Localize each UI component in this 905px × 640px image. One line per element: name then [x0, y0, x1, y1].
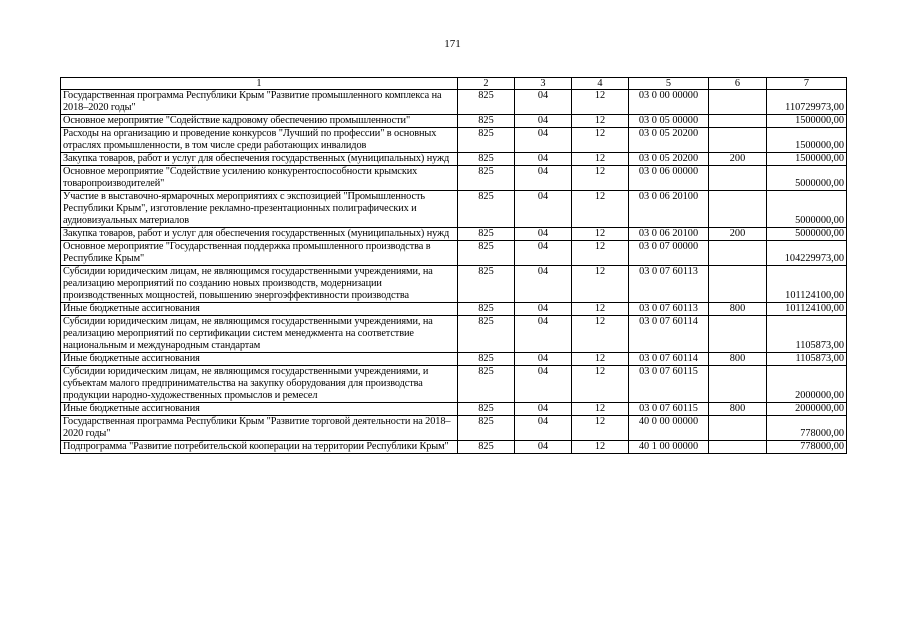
row-section-cell: 04 — [515, 191, 572, 228]
table-row — [61, 403, 847, 416]
row-section-cell: 04 — [515, 441, 572, 454]
row-code-cell: 825 — [458, 115, 515, 128]
row-name-cell: Закупка товаров, работ и услуг для обеспечения государственных (муниципальных) нужд — [61, 228, 458, 241]
row-target-article-cell: 40 1 00 00000 — [629, 441, 709, 454]
row-amount-cell: 1105873,00 — [767, 316, 847, 353]
header-row — [61, 78, 847, 90]
row-subsection-cell: 12 — [572, 90, 629, 115]
header-cell: 3 — [515, 78, 572, 90]
row-subsection-cell: 12 — [572, 366, 629, 403]
row-target-article-cell: 03 0 05 00000 — [629, 115, 709, 128]
row-expense-type-cell: 800 — [709, 303, 767, 316]
row-section-cell: 04 — [515, 166, 572, 191]
row-expense-type-cell — [709, 266, 767, 303]
row-target-article-cell: 03 0 05 20200 — [629, 128, 709, 153]
row-section-cell: 04 — [515, 303, 572, 316]
header-cell: 4 — [572, 78, 629, 90]
row-subsection-cell: 12 — [572, 416, 629, 441]
header-cell: 1 — [61, 78, 458, 90]
table-row — [61, 90, 847, 115]
row-expense-type-cell — [709, 441, 767, 454]
row-amount-cell: 778000,00 — [767, 441, 847, 454]
row-section-cell: 04 — [515, 228, 572, 241]
row-expense-type-cell: 200 — [709, 228, 767, 241]
row-expense-type-cell: 800 — [709, 403, 767, 416]
row-subsection-cell: 12 — [572, 316, 629, 353]
row-expense-type-cell — [709, 128, 767, 153]
header-cell: 6 — [709, 78, 767, 90]
row-code-cell: 825 — [458, 166, 515, 191]
row-target-article-cell: 03 0 05 20200 — [629, 153, 709, 166]
row-section-cell: 04 — [515, 353, 572, 366]
row-name-cell: Иные бюджетные ассигнования — [61, 403, 458, 416]
row-code-cell: 825 — [458, 403, 515, 416]
row-target-article-cell: 03 0 07 60113 — [629, 303, 709, 316]
row-expense-type-cell: 800 — [709, 353, 767, 366]
row-amount-cell: 101124100,00 — [767, 303, 847, 316]
row-section-cell: 04 — [515, 115, 572, 128]
row-expense-type-cell — [709, 366, 767, 403]
row-name-cell: Участие в выставочно-ярмарочных мероприятиях с экспозицией "Промышленность Республики Крым", изготовление рекламно-презентационных полиграфических и аудиовизуальных материалов — [61, 191, 458, 228]
row-subsection-cell: 12 — [572, 266, 629, 303]
row-name-cell: Основное мероприятие "Содействие кадровому обеспечению промышленности" — [61, 115, 458, 128]
row-expense-type-cell — [709, 115, 767, 128]
row-expense-type-cell — [709, 241, 767, 266]
table-row — [61, 316, 847, 353]
header-cell: 2 — [458, 78, 515, 90]
row-section-cell: 04 — [515, 403, 572, 416]
row-section-cell: 04 — [515, 90, 572, 115]
row-target-article-cell: 03 0 07 60114 — [629, 316, 709, 353]
row-name-cell: Иные бюджетные ассигнования — [61, 303, 458, 316]
row-expense-type-cell — [709, 90, 767, 115]
budget-table — [60, 77, 847, 454]
table-row — [61, 191, 847, 228]
row-expense-type-cell — [709, 166, 767, 191]
row-code-cell: 825 — [458, 90, 515, 115]
row-code-cell: 825 — [458, 353, 515, 366]
row-amount-cell: 1500000,00 — [767, 153, 847, 166]
row-name-cell: Иные бюджетные ассигнования — [61, 353, 458, 366]
row-amount-cell: 110729973,00 — [767, 90, 847, 115]
row-amount-cell: 1105873,00 — [767, 353, 847, 366]
row-amount-cell: 104229973,00 — [767, 241, 847, 266]
row-name-cell: Субсидии юридическим лицам, не являющимся государственными учреждениями, на реализацию мероприятий по созданию новых производств, модернизации производственных мощностей, повышению энергоэффективности производства — [61, 266, 458, 303]
table-row — [61, 115, 847, 128]
row-target-article-cell: 03 0 07 60114 — [629, 353, 709, 366]
row-expense-type-cell: 200 — [709, 153, 767, 166]
table-row — [61, 153, 847, 166]
table-row — [61, 166, 847, 191]
row-target-article-cell: 03 0 07 60115 — [629, 366, 709, 403]
row-subsection-cell: 12 — [572, 303, 629, 316]
row-subsection-cell: 12 — [572, 228, 629, 241]
row-amount-cell: 1500000,00 — [767, 115, 847, 128]
row-amount-cell: 1500000,00 — [767, 128, 847, 153]
row-code-cell: 825 — [458, 128, 515, 153]
row-subsection-cell: 12 — [572, 128, 629, 153]
row-target-article-cell: 03 0 07 60113 — [629, 266, 709, 303]
row-target-article-cell: 03 0 06 00000 — [629, 166, 709, 191]
row-target-article-cell: 40 0 00 00000 — [629, 416, 709, 441]
row-amount-cell: 101124100,00 — [767, 266, 847, 303]
row-target-article-cell: 03 0 00 00000 — [629, 90, 709, 115]
row-section-cell: 04 — [515, 266, 572, 303]
row-amount-cell: 5000000,00 — [767, 191, 847, 228]
row-section-cell: 04 — [515, 153, 572, 166]
row-code-cell: 825 — [458, 416, 515, 441]
row-code-cell: 825 — [458, 266, 515, 303]
row-name-cell: Основное мероприятие "Содействие усилению конкурентоспособности крымских товаропроизводителей" — [61, 166, 458, 191]
row-name-cell: Государственная программа Республики Крым "Развитие промышленного комплекса на 2018–2020 годы" — [61, 90, 458, 115]
row-name-cell: Закупка товаров, работ и услуг для обеспечения государственных (муниципальных) нужд — [61, 153, 458, 166]
row-target-article-cell: 03 0 06 20100 — [629, 191, 709, 228]
row-subsection-cell: 12 — [572, 403, 629, 416]
row-section-cell: 04 — [515, 316, 572, 353]
table-row — [61, 416, 847, 441]
row-name-cell: Субсидии юридическим лицам, не являющимся государственными учреждениями, на реализацию мероприятий по сертификации систем менеджмента на соответствие национальным и международным стандартам — [61, 316, 458, 353]
row-section-cell: 04 — [515, 416, 572, 441]
row-subsection-cell: 12 — [572, 115, 629, 128]
table-row — [61, 353, 847, 366]
row-code-cell: 825 — [458, 303, 515, 316]
row-target-article-cell: 03 0 06 20100 — [629, 228, 709, 241]
row-section-cell: 04 — [515, 128, 572, 153]
row-amount-cell: 778000,00 — [767, 416, 847, 441]
page-number: 171 — [444, 38, 461, 50]
row-code-cell: 825 — [458, 191, 515, 228]
row-code-cell: 825 — [458, 316, 515, 353]
row-code-cell: 825 — [458, 441, 515, 454]
row-code-cell: 825 — [458, 228, 515, 241]
row-amount-cell: 5000000,00 — [767, 166, 847, 191]
row-code-cell: 825 — [458, 241, 515, 266]
row-subsection-cell: 12 — [572, 191, 629, 228]
table-row — [61, 303, 847, 316]
table-row — [61, 441, 847, 454]
row-subsection-cell: 12 — [572, 441, 629, 454]
row-subsection-cell: 12 — [572, 153, 629, 166]
row-expense-type-cell — [709, 191, 767, 228]
table-row — [61, 366, 847, 403]
header-cell: 7 — [767, 78, 847, 90]
row-expense-type-cell — [709, 416, 767, 441]
row-code-cell: 825 — [458, 153, 515, 166]
row-name-cell: Основное мероприятие "Государственная поддержка промышленного производства в Республике Крым" — [61, 241, 458, 266]
table-row — [61, 128, 847, 153]
row-section-cell: 04 — [515, 241, 572, 266]
row-amount-cell: 2000000,00 — [767, 366, 847, 403]
row-expense-type-cell — [709, 316, 767, 353]
row-name-cell: Государственная программа Республики Крым "Развитие торговой деятельности на 2018–2020 годы" — [61, 416, 458, 441]
table-row — [61, 228, 847, 241]
row-name-cell: Расходы на организацию и проведение конкурсов "Лучший по профессии" в основных отраслях промышленности, в том числе среди работающих инвалидов — [61, 128, 458, 153]
row-target-article-cell: 03 0 07 00000 — [629, 241, 709, 266]
table-row — [61, 241, 847, 266]
row-code-cell: 825 — [458, 366, 515, 403]
header-cell: 5 — [629, 78, 709, 90]
table-row — [61, 266, 847, 303]
row-subsection-cell: 12 — [572, 353, 629, 366]
row-subsection-cell: 12 — [572, 241, 629, 266]
row-amount-cell: 5000000,00 — [767, 228, 847, 241]
row-section-cell: 04 — [515, 366, 572, 403]
row-name-cell: Субсидии юридическим лицам, не являющимся государственными учреждениями, и субъектам малого предпринимательства на закупку оборудования для производства продукции народно-художественных промыслов и ремесел — [61, 366, 458, 403]
row-name-cell: Подпрограмма "Развитие потребительской кооперации на территории Республики Крым" — [61, 441, 458, 454]
row-target-article-cell: 03 0 07 60115 — [629, 403, 709, 416]
row-subsection-cell: 12 — [572, 166, 629, 191]
row-amount-cell: 2000000,00 — [767, 403, 847, 416]
